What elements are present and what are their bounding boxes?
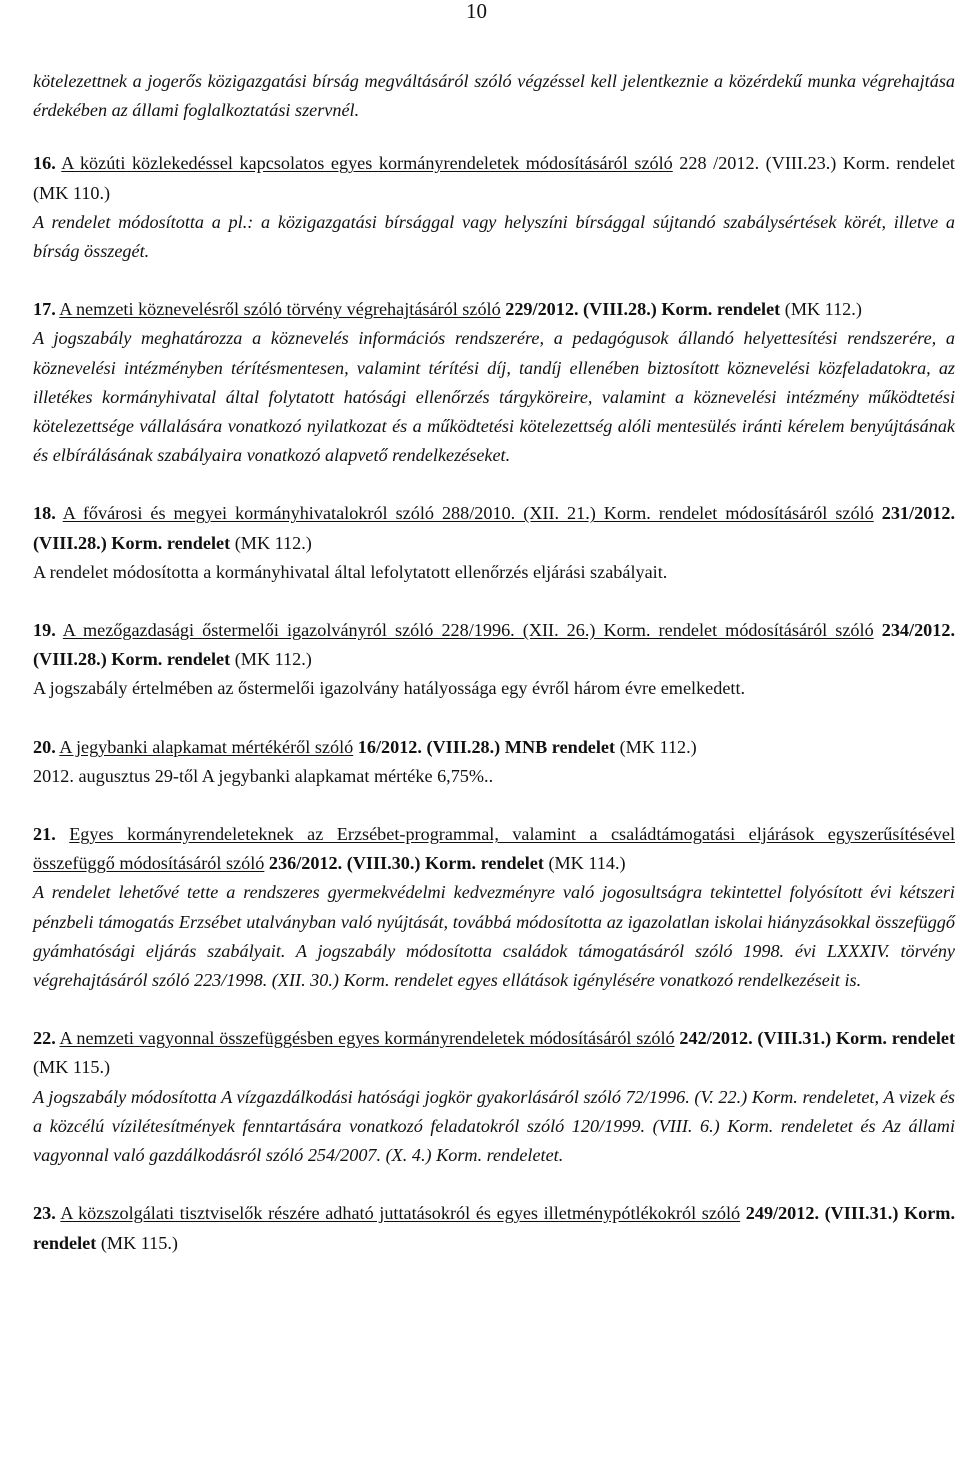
list-item-19 bbox=[33, 616, 955, 704]
document-body bbox=[33, 67, 955, 1258]
regulation-title-link[interactable]: A jegybanki alapkamat mértékéről szóló bbox=[59, 736, 354, 757]
item-number: 22. bbox=[33, 1028, 56, 1049]
list-item-17 bbox=[33, 295, 955, 470]
regulation-reference: 229/2012. (VIII.28.) Korm. rendelet bbox=[500, 299, 781, 320]
regulation-description: A jogszabály értelmében az őstermelői igazolvány hatályossága egy évről három évre emelkedett. bbox=[33, 678, 746, 699]
item-number: 20. bbox=[33, 736, 56, 757]
list-item-16 bbox=[33, 149, 955, 266]
list-item-23 bbox=[33, 1199, 955, 1257]
regulation-description: A rendelet módosította a kormányhivatal által lefolytatott ellenőrzés eljárási szabályait. bbox=[33, 561, 668, 582]
item-number: 18. bbox=[33, 503, 56, 524]
regulation-description: A rendelet módosította a pl.: a közigazgatási bírsággal vagy helyszíni bírsággal sújtandó szabálysértések körét, illetve a bírság összegét. bbox=[33, 211, 955, 262]
page-number: 10 bbox=[466, 0, 487, 23]
item-number: 21. bbox=[33, 824, 56, 845]
item-number: 23. bbox=[33, 1203, 56, 1224]
gazette-reference: (MK 115.) bbox=[96, 1232, 178, 1253]
gazette-reference: (MK 114.) bbox=[543, 853, 626, 874]
intro-paragraph: kötelezettnek a jogerős közigazgatási bírság megváltásáról szóló végzéssel kell jelentkeznie a közérdekű munka végrehajtása érdekében az állami foglalkoztatási szervnél. bbox=[33, 71, 955, 121]
regulation-title-link[interactable]: A nemzeti vagyonnal összefüggésben egyes kormányrendeletek módosításáról szóló bbox=[59, 1028, 675, 1049]
regulation-reference: 231/2012. (VIII.28.) Korm. rendelet bbox=[33, 503, 955, 553]
regulation-title-link[interactable]: Egyes kormányrendeleteknek az Erzsébet-programmal, valamint a családtámogatási eljárások egyszerűsítésével összefüggő módosításáról szóló bbox=[33, 824, 955, 874]
regulation-reference: 242/2012. (VIII.31.) Korm. rendelet bbox=[674, 1028, 956, 1049]
regulation-description: A rendelet lehetővé tette a rendszeres gyermekvédelmi kedvezményre való jogosultságra tekintettel folyósított évi kétszeri pénzbeli támogatás Erzsébet utalványban való nyújtását, továbbá módosította az igazolatlan iskolai hiányzásokkal összefüggő gyámhatósági eljárás szabályait. A jogszabály módosította családok támogatásáról szóló 1998. évi LXXXIV. törvény végrehajtásáról szóló 223/1998. (XII. 30.) Korm. rendelet egyes ellátások igénylésére vonatkozó rendelkezéseit is. bbox=[33, 882, 955, 991]
gazette-reference: (MK 112.) bbox=[230, 532, 312, 553]
regulation-title-link[interactable]: A mezőgazdasági őstermelői igazolványról szóló 228/1996. (XII. 26.) Korm. rendelet módosításáról szóló bbox=[62, 620, 874, 641]
gazette-reference: (MK 112.) bbox=[230, 649, 312, 670]
gazette-reference: (MK 112.) bbox=[780, 299, 862, 320]
regulation-title-link[interactable]: A nemzeti köznevelésről szóló törvény végrehajtásáról szóló bbox=[59, 299, 501, 320]
gazette-reference: (MK 112.) bbox=[615, 736, 697, 757]
regulation-title-link[interactable]: A fővárosi és megyei kormányhivatalokról szóló 288/2010. (XII. 21.) Korm. rendelet módosításáról szóló bbox=[62, 503, 874, 524]
regulation-description: A jogszabály meghatározza a köznevelés információs rendszerére, a pedagógusok állandó helyettesítési rendszerére, a köznevelési intézményben térítésmentesen, valamint térítési díj, tandíj ellenében biztosított köznevelési közfeladatokra, az illetékes kormányhivatal által folytatott hatósági ellenőrzés tárgyköreire, valamint a köznevelési intézmény működtetési kötelezettsége vállalására vonatkozó nyilatkozat és a működtetési kötelezettség alóli mentesülés iránti kérelem benyújtásának és elbírálásának szabályaira vonatkozó alapvető rendelkezéseket. bbox=[33, 328, 955, 466]
regulation-reference: 234/2012. (VIII.28.) Korm. rendelet bbox=[33, 620, 955, 670]
regulation-description: A jogszabály módosította A vízgazdálkodási hatósági jogkör gyakorlásáról szóló 72/1996. (V. 22.) Korm. rendeletet, A vizek és a közcélú vízilétesítmények fenntartására vonatkozó feladatokról szóló 120/1999. (VIII. 6.) Korm. rendeletet és Az állami vagyonnal való gazdálkodásról szóló 254/2007. (X. 4.) Korm. rendeletet. bbox=[33, 1086, 955, 1166]
regulation-reference: 236/2012. (VIII.30.) Korm. rendelet bbox=[264, 853, 544, 874]
list-item-18 bbox=[33, 499, 955, 587]
item-number: 17. bbox=[33, 299, 56, 320]
regulation-title-link[interactable]: A közszolgálati tisztviselők részére adható juttatásokról és egyes illetménypótlékokról szóló bbox=[60, 1203, 741, 1224]
item-number: 19. bbox=[33, 620, 56, 641]
list-item-21 bbox=[33, 820, 955, 995]
regulation-description: 2012. augusztus 29-től A jegybanki alapkamat mértéke 6,75%.. bbox=[33, 765, 494, 786]
regulation-reference: 228 /2012. (VIII.23.) Korm. rendelet bbox=[672, 153, 955, 174]
regulation-reference: 249/2012. (VIII.31.) Korm. rendelet bbox=[33, 1203, 955, 1253]
regulation-title-link[interactable]: A közúti közlekedéssel kapcsolatos egyes kormányrendeletek módosításáról szóló bbox=[61, 153, 673, 174]
gazette-reference: (MK 110.) bbox=[33, 182, 111, 203]
list-item-20 bbox=[33, 733, 955, 791]
gazette-reference: (MK 115.) bbox=[33, 1057, 111, 1078]
regulation-reference: 16/2012. (VIII.28.) MNB rendelet bbox=[353, 736, 616, 757]
list-item-22 bbox=[33, 1024, 955, 1170]
item-number: 16. bbox=[33, 153, 56, 174]
